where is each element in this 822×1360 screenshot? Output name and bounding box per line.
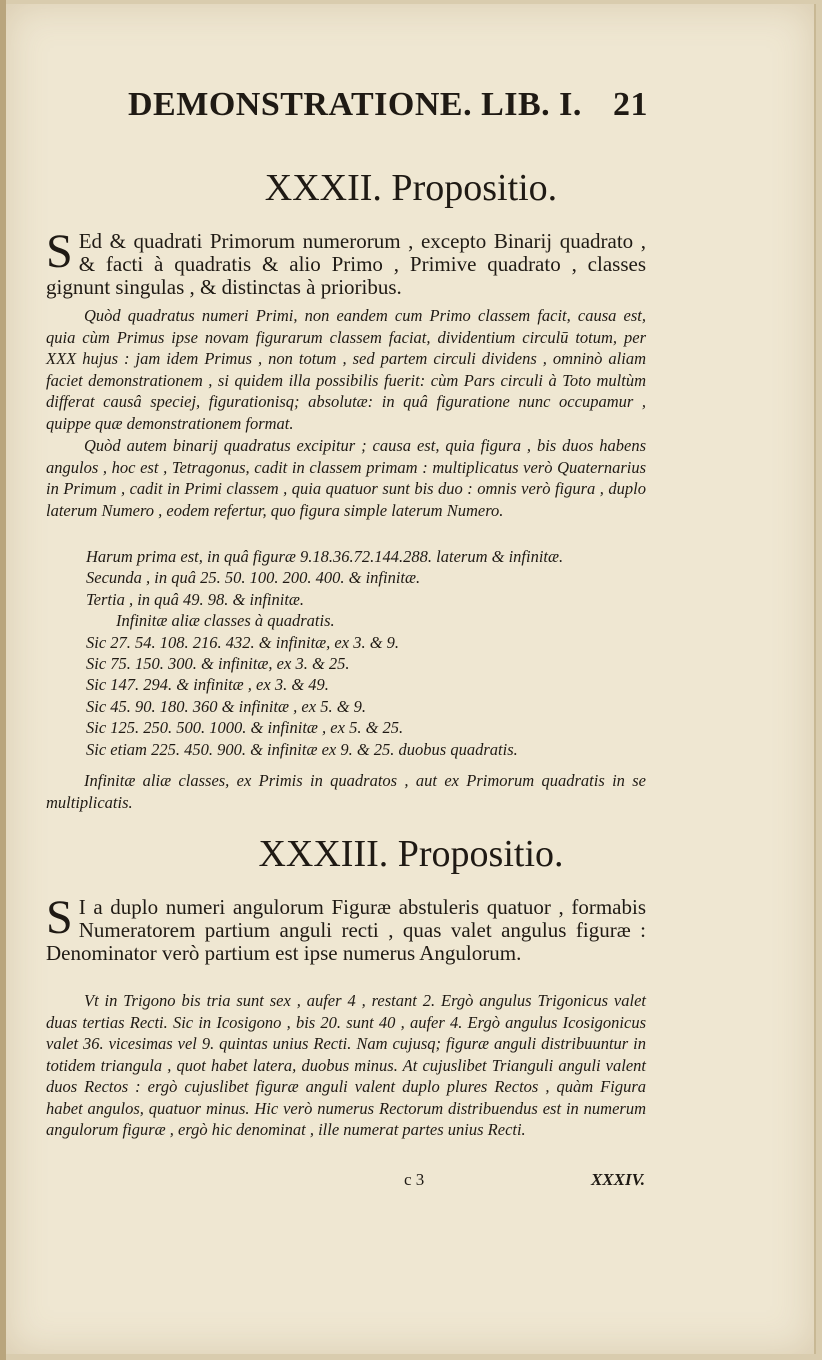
running-head — [128, 86, 648, 126]
paragraph-text: Quòd quadratus numeri Primi, non eandem cum Primo classem facit, causa est, quia cùm Primus ipse novam figurarum classem faciat, dividentium circulū totum, per XXX hujus : jam idem Primus , non totum , sed partem circuli dividens , omninò aliam faciet demonstrationem , si quidem illa possibilis fuerit: cùm Pars circuli à Toto multùm differat causâ speciej, figurationisq; absolutæ: in quâ figuratione nunc occupamur , quippe quæ demonstrationem format. — [46, 306, 646, 433]
list-item: Sic 147. 294. & infinitæ , ex 3. & 49. — [86, 675, 329, 695]
proposition-33-intro: I a duplo numeri angulorum Figuræ abstuleris quatuor , formabis Numeratorem partium anguli recti , quas valet angulus figuræ : Denominator verò partium est ipse numerus Angulorum. — [46, 895, 646, 965]
page-footline — [400, 1170, 645, 1192]
proposition-32-title: XXXII. Propositio. — [264, 167, 558, 209]
proposition-33-paragraph-1 — [46, 990, 646, 1141]
list-item: Harum prima est, in quâ figuræ 9.18.36.72.144.288. laterum & infinitæ. — [86, 547, 564, 566]
drop-cap: S — [46, 225, 73, 278]
classes-list — [86, 546, 646, 760]
paragraph-text: Infinitæ aliæ classes, ex Primis in quadratos , aut ex Primorum quadratis in se multiplicatis. — [46, 771, 646, 812]
paragraph-text: Vt in Trigono bis tria sunt sex , aufer 4 , restant 2. Ergò angulus Trigonicus valet duas tertias Recti. Sic in Icosigono , bis 20. sunt 40 , aufer 4. Ergò angulus Icosigonicus valet 36. vicesimas vel 9. quintas unius Recti. Nam cujusq; figuræ anguli distribuuntur in totidem triangula , quot habet latera, duobus minus. At cujuslibet Trianguli anguli valent duos Rectos : ergò cujuslibet figuræ anguli valent duplo plures Rectos , quàm Figura habet angulos, quatuor minus. Hic verò numerus Rectorum distribuendus est in numerum angulorum figuræ , ergò hic denominat , ille numerat partes unius Recti. — [46, 991, 646, 1139]
list-item: Sic etiam 225. 450. 900. & infinitæ ex 9. & 25. duobus quadratis. — [86, 739, 518, 759]
proposition-32-intro: Ed & quadrati Primorum numerorum , excepto Binarij quadrato , & facti à quadratis & alio Primo , Primive quadrato , classes gignunt singulas , & distinctas à prioribus. — [46, 229, 646, 299]
running-title: DEMONSTRATIONE. LIB. I. — [128, 86, 582, 123]
proposition-32-paragraph-1 — [46, 305, 646, 434]
list-item: Infinitæ aliæ classes à quadratis. — [116, 611, 335, 631]
proposition-33-statement — [46, 891, 646, 965]
signature-mark: c 3 — [404, 1170, 425, 1189]
proposition-32-statement — [46, 225, 646, 299]
list-item: Sic 45. 90. 180. 360 & infinitæ , ex 5. & 9. — [86, 696, 367, 716]
catchword: XXXIV. — [590, 1170, 645, 1189]
list-item: Sic 125. 250. 500. 1000. & infinitæ , ex 5. & 25. — [86, 718, 404, 738]
list-item: Sic 27. 54. 108. 216. 432. & infinitæ, ex 3. & 9. — [86, 632, 400, 652]
list-item: Tertia , in quâ 49. 98. & infinitæ. — [86, 589, 305, 609]
page-number: 21 — [613, 86, 648, 123]
list-item: Secunda , in quâ 25. 50. 100. 200. 400. & infinitæ. — [86, 568, 421, 588]
proposition-33-title: XXXIII. Propositio. — [258, 833, 564, 875]
paragraph-text: Quòd autem binarij quadratus excipitur ; causa est, quia figura , bis duos habens angulos , hoc est , Tetragonus, cadit in classem primam : multiplicatus verò Quaternarius in Primum , cadit in Primi classem , quia quatuor sunt bis duo : omnis verò figura , duplo laterum Numero , eodem refertur, quo figura simple laterum Numero. — [46, 436, 646, 520]
list-item: Sic 75. 150. 300. & infinitæ, ex 3. & 25. — [86, 654, 350, 674]
drop-cap: S — [46, 891, 73, 944]
proposition-32-paragraph-2 — [46, 435, 646, 521]
proposition-32-closing — [46, 770, 646, 813]
